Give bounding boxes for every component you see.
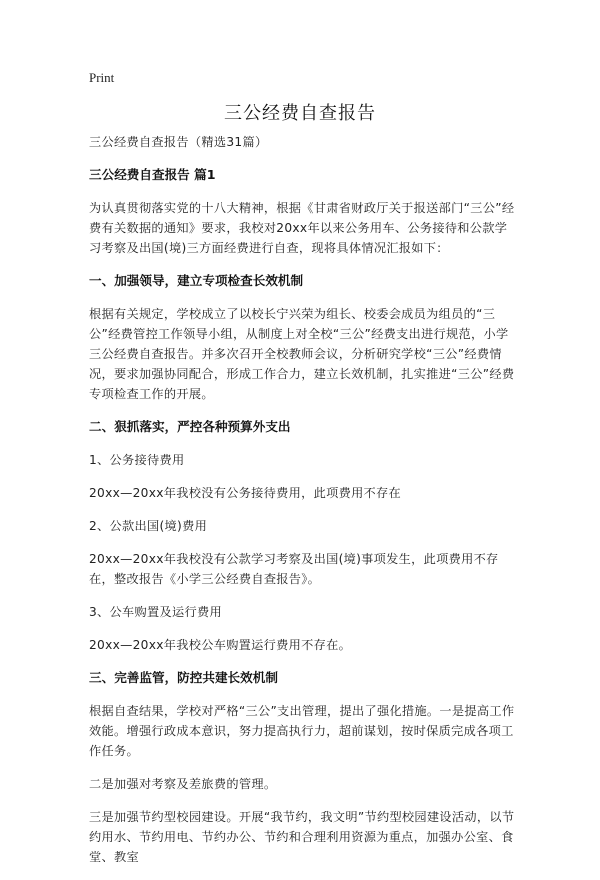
page-title: 三公经费自查报告 bbox=[224, 103, 376, 124]
paragraph-4: 二是加强对考察及差旅费的管理。 bbox=[89, 777, 277, 791]
intro-paragraph: 为认真贯彻落实党的十八大精神，根据《甘肃省财政厅关于报送部门“三公”经费有关数据的通知》要求，我校对20xx年以来公务用车、公务接待和公款学习考察及出国(境)三方面经费进行自查，现将具体情况汇报如下： bbox=[89, 201, 515, 255]
item-1-title: 1、公务接待费用 bbox=[89, 453, 185, 467]
item-2-title: 2、公款出国(境)费用 bbox=[89, 519, 208, 533]
item-3-text: 20xx—20xx年我校公车购置运行费用不存在。 bbox=[89, 638, 352, 652]
document-body bbox=[89, 132, 519, 880]
paragraph-1: 根据有关规定，学校成立了以校长宁兴荣为组长、校委会成员为组员的“三公”经费管控工作领导小组，从制度上对全校“三公”经费支出进行规范，小学三公经费自查报告。并多次召开全校教师会议，分析研究学校“三公”经费情况，要求加强协同配合，形成工作合力，建立长效机制，扎实推进“三公”经费专项检查工作的开展。 bbox=[89, 307, 515, 401]
subtitle: 三公经费自查报告（精选31篇） bbox=[89, 135, 268, 149]
section-heading: 三公经费自查报告 篇1 bbox=[89, 167, 216, 182]
paragraph-3: 根据自查结果，学校对严格“三公”支出管理，提出了强化措施。一是提高工作效能。增强行政成本意识，努力提高执行力，超前谋划，按时保质完成各项工作任务。 bbox=[89, 704, 515, 758]
heading-1: 一、加强领导，建立专项检查长效机制 bbox=[89, 273, 304, 288]
heading-2: 二、狠抓落实，严控各种预算外支出 bbox=[89, 419, 291, 434]
paragraph-5: 三是加强节约型校园建设。开展“我节约，我文明”节约型校园建设活动，以节约用水、节约用电、节约办公、节约和合理利用资源为重点，加强办公室、食堂、教室 bbox=[89, 810, 515, 864]
print-link[interactable]: Print bbox=[89, 70, 115, 85]
item-3-title: 3、公车购置及运行费用 bbox=[89, 605, 222, 619]
item-1-text: 20xx—20xx年我校没有公务接待费用，此项费用不存在 bbox=[89, 486, 402, 500]
heading-3: 三、完善监管，防控共建长效机制 bbox=[89, 670, 278, 685]
item-2-text: 20xx—20xx年我校没有公款学习考察及出国(境)事项发生，此项费用不存在，整改报告《小学三公经费自查报告》。 bbox=[89, 552, 499, 586]
